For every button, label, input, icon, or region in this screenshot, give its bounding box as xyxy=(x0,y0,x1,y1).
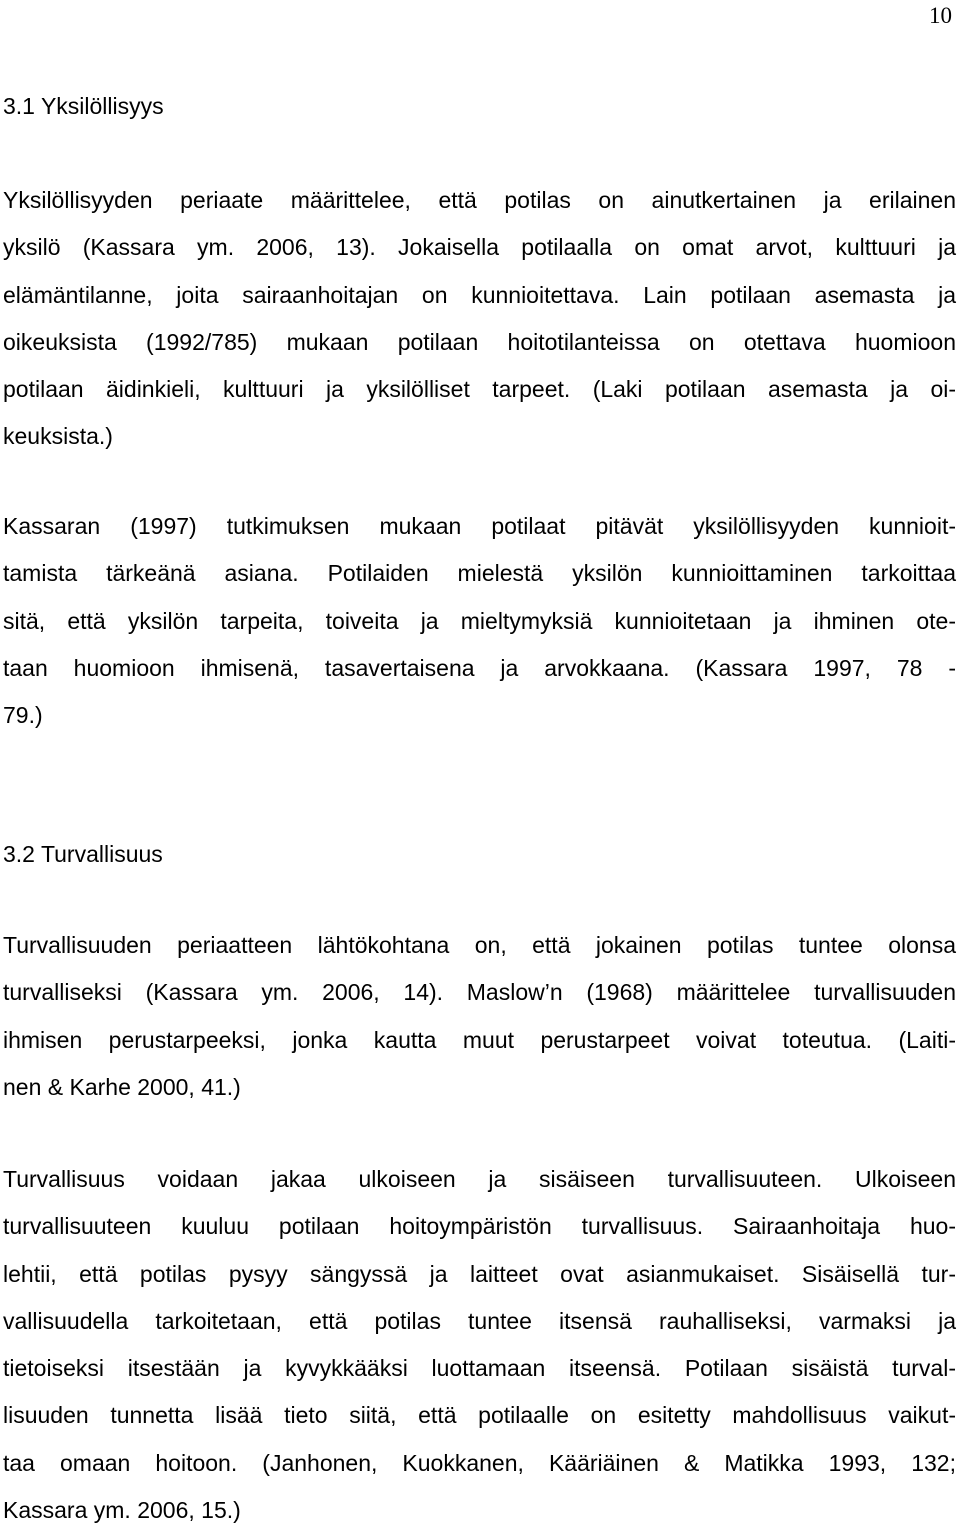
text-line: elämäntilanne, joita sairaanhoitajan on kunnioitettava. Lain potilaan asemasta ja xyxy=(3,281,956,308)
text-line: potilaan äidinkieli, kulttuuri ja yksilölliset tarpeet. (Laki potilaan asemasta ja oi- xyxy=(3,376,956,403)
paragraph-turvallisuus-1 xyxy=(3,922,956,1111)
text-line: yksilö (Kassara ym. 2006, 13). Jokaisella potilaalla on omat arvot, kulttuuri ja xyxy=(3,234,956,261)
text-line: oikeuksista (1992/785) mukaan potilaan hoitotilanteissa on otettava huomioon xyxy=(3,328,956,355)
text-line: ihmisen perustarpeeksi, jonka kautta muut perustarpeet voivat toteutua. (Laiti- xyxy=(3,1026,956,1053)
text-line: Kassara ym. 2006, 15.) xyxy=(3,1497,241,1524)
paragraph-yksilollisyys-2 xyxy=(3,503,956,739)
page-number: 10 xyxy=(929,3,952,28)
text-line: turvalliseksi (Kassara ym. 2006, 14). Maslow’n (1968) määrittelee turvallisuuden xyxy=(3,979,956,1006)
text-line: Kassaran (1997) tutkimuksen mukaan potilaat pitävät yksilöllisyyden kunnioit- xyxy=(3,513,956,539)
text-line: tamista tärkeänä asiana. Potilaiden mielestä yksilön kunnioittaminen tarkoittaa xyxy=(3,560,956,587)
text-line: taa omaan hoitoon. (Janhonen, Kuokkanen, Kääriäinen & Matikka 1993, 132; xyxy=(3,1449,956,1476)
text-line: Turvallisuuden periaatteen lähtökohtana on, että jokainen potilas tuntee olonsa xyxy=(3,932,956,958)
text-line: vallisuudella tarkoitetaan, että potilas tuntee itsensä rauhalliseksi, varmaksi ja xyxy=(3,1307,956,1334)
text-line: tietoiseksi itsestään ja kyvykkääksi luottamaan itseensä. Potilaan sisäistä turval- xyxy=(3,1355,956,1382)
section-heading-yksilollisyys: 3.1 Yksilöllisyys xyxy=(3,93,164,119)
text-line: keuksista.) xyxy=(3,423,113,450)
text-line: lehtii, että potilas pysyy sängyssä ja laitteet ovat asianmukaiset. Sisäisellä tur- xyxy=(3,1260,956,1287)
text-line: taan huomioon ihmisenä, tasavertaisena ja arvokkaana. (Kassara 1997, 78 - xyxy=(3,654,956,681)
text-line: Turvallisuus voidaan jakaa ulkoiseen ja sisäiseen turvallisuuteen. Ulkoiseen xyxy=(3,1166,956,1192)
text-line: lisuuden tunnetta lisää tieto siitä, että potilaalle on esitetty mahdollisuus vaikut- xyxy=(3,1402,956,1429)
text-line: turvallisuuteen kuuluu potilaan hoitoympäristön turvallisuus. Sairaanhoitaja huo- xyxy=(3,1213,956,1240)
text-line: sitä, että yksilön tarpeita, toiveita ja mieltymyksiä kunnioitetaan ja ihminen ote- xyxy=(3,607,956,634)
text-line: Yksilöllisyyden periaate määrittelee, että potilas on ainutkertainen ja erilainen xyxy=(3,187,956,213)
text-line: 79.) xyxy=(3,702,43,729)
paragraph-turvallisuus-2 xyxy=(3,1156,956,1534)
section-heading-turvallisuus: 3.2 Turvallisuus xyxy=(3,841,163,867)
text-line: nen & Karhe 2000, 41.) xyxy=(3,1073,241,1100)
paragraph-yksilollisyys-1 xyxy=(3,177,956,461)
